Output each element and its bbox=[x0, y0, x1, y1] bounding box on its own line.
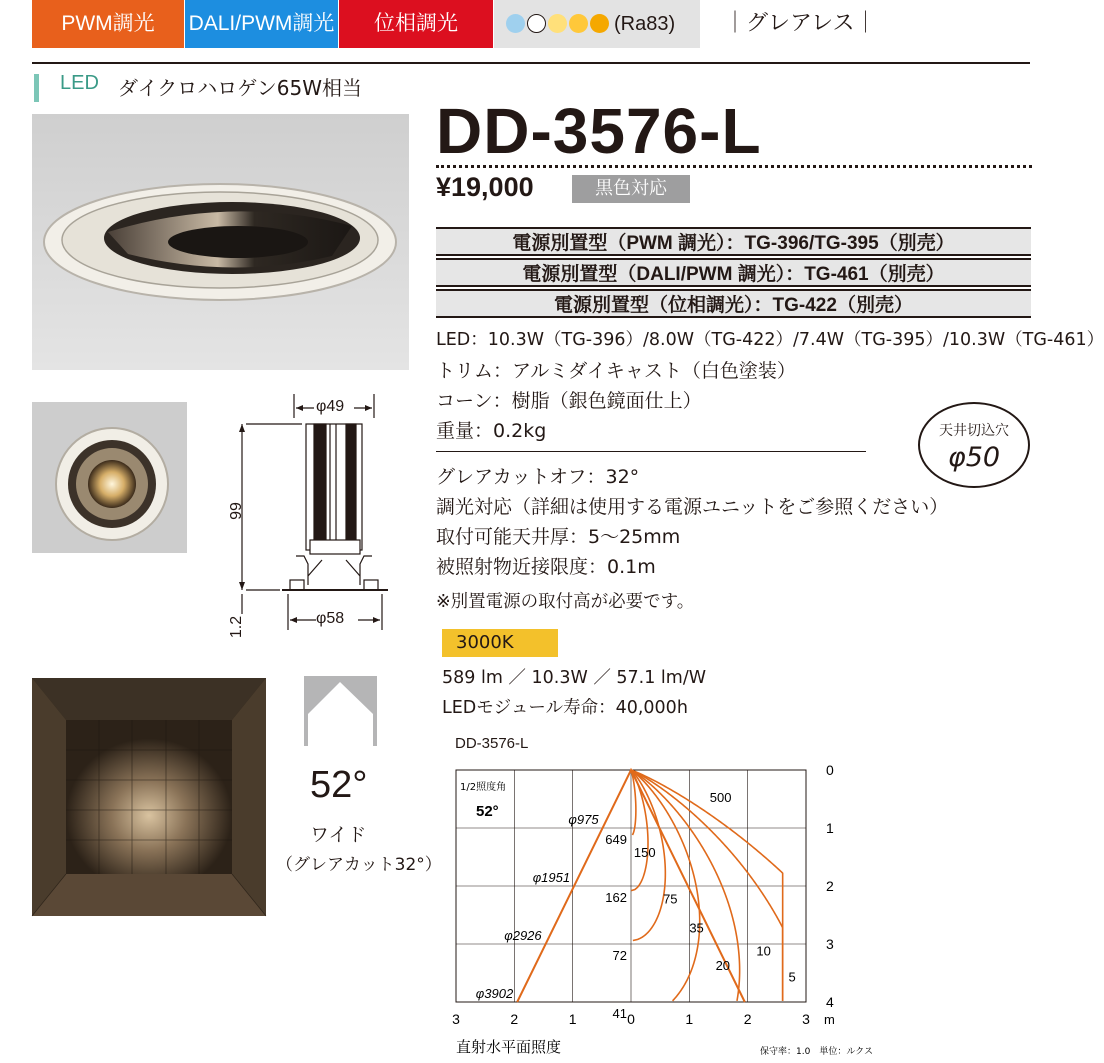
model-number: DD-3576-L bbox=[436, 95, 762, 167]
half-angle-value: 52° bbox=[476, 803, 499, 820]
price: ¥19,000 bbox=[436, 172, 534, 202]
spec-note: ※別置電源の取付高が必要です。 bbox=[436, 592, 695, 612]
beam-angle-icon bbox=[304, 676, 377, 746]
ra-label: (Ra83) bbox=[614, 13, 676, 35]
diameter-label: φ1951 bbox=[532, 870, 571, 885]
center-illuminance-label: 72 bbox=[612, 948, 627, 963]
y-tick-label: 3 bbox=[826, 936, 834, 952]
dim-bottom-diameter: φ58 bbox=[316, 610, 345, 627]
cutout-title: 天井切込穴 bbox=[939, 423, 1009, 439]
psu-pwm: 電源別置型（PWM 調光）：TG-396/TG-395（別売） bbox=[436, 227, 1031, 256]
led-label: LED bbox=[60, 72, 99, 94]
spec-proximity: 被照射物近接限度：0.1m bbox=[436, 556, 656, 578]
center-illuminance-label: 649 bbox=[605, 832, 627, 847]
beam-glare-cut: （グレアカット32°） bbox=[276, 855, 442, 875]
x-axis-label: 直射水平面照度 bbox=[456, 1038, 562, 1056]
spec-dimming: 調光対応（詳細は使用する電源ユニットをご参照ください） bbox=[436, 496, 949, 518]
beam-angle-value: 52° bbox=[310, 764, 368, 806]
color-temperature-badge: 3000K bbox=[442, 629, 558, 657]
chart-footnote: 保守率：1.0 単位：ルクス bbox=[760, 1047, 874, 1057]
y-tick-label: 2 bbox=[826, 878, 834, 894]
x-tick-label: 2 bbox=[510, 1011, 519, 1027]
x-tick-label: 1 bbox=[568, 1011, 577, 1027]
efficiency: 589 lm ／ 10.3W ／ 57.1 lm/W bbox=[442, 668, 707, 688]
color-dot-icon bbox=[590, 14, 609, 33]
model-rule bbox=[436, 165, 1032, 168]
psu-dali-pwm: 電源別置型（DALI/PWM 調光）：TG-461（別売） bbox=[436, 258, 1031, 287]
contour-label: 75 bbox=[663, 891, 678, 907]
black-color-tag: 黒色対応 bbox=[572, 175, 690, 203]
contour-label: 500 bbox=[709, 789, 732, 805]
dim-flange: 1.2 bbox=[228, 615, 246, 639]
center-illuminance-label: 162 bbox=[605, 890, 627, 905]
psu-phase: 電源別置型（位相調光）：TG-422（別売） bbox=[436, 289, 1031, 318]
header-rule bbox=[32, 62, 1030, 64]
dim-top-diameter: φ49 bbox=[316, 398, 345, 415]
led-equivalent: ダイクロハロゲン65W相当 bbox=[118, 76, 363, 100]
spec-cone: コーン：樹脂（銀色鏡面仕上） bbox=[436, 390, 702, 412]
x-tick-label: 3 bbox=[452, 1011, 460, 1027]
color-dot-icon bbox=[506, 14, 525, 33]
cutout-value: φ50 bbox=[947, 442, 1001, 473]
module-lifetime: LEDモジュール寿命：40,000h bbox=[442, 698, 688, 718]
spec-trim: トリム：アルミダイキャスト（白色塗装） bbox=[436, 360, 796, 382]
y-tick-label: 0 bbox=[826, 762, 834, 778]
product-front-photo bbox=[32, 402, 187, 553]
y-tick-label: 4 bbox=[826, 994, 834, 1010]
center-illuminance-label: 41 bbox=[612, 1006, 627, 1021]
diameter-label: φ2926 bbox=[504, 928, 542, 943]
contour-label: 35 bbox=[689, 920, 704, 936]
contour-label: 150 bbox=[633, 845, 656, 860]
contour-label: 20 bbox=[715, 958, 731, 974]
glareless-label: ｜グレアレス｜ bbox=[724, 11, 877, 36]
color-dot-icon bbox=[548, 14, 567, 33]
led-accent-bar bbox=[34, 74, 39, 102]
spec-led-power: LED：10.3W（TG-396）/8.0W（TG-422）/7.4W（TG-395）/10.3W（TG-461） bbox=[436, 330, 1104, 350]
contour-label: 10 bbox=[756, 943, 771, 959]
room-illumination-image bbox=[32, 678, 266, 916]
x-unit-label: m bbox=[824, 1012, 835, 1027]
spec-ceiling-thickness: 取付可能天井厚：5〜25mm bbox=[436, 526, 681, 548]
product-photo bbox=[32, 114, 409, 370]
badge-phase: 位相調光 bbox=[339, 0, 493, 48]
diameter-label: φ3902 bbox=[475, 986, 514, 1001]
half-angle-label: 1/2照度角 bbox=[460, 782, 507, 793]
beam-type: ワイド bbox=[310, 824, 367, 846]
x-tick-label: 0 bbox=[627, 1011, 635, 1027]
x-tick-label: 3 bbox=[802, 1011, 810, 1027]
diameter-label: φ975 bbox=[568, 812, 599, 827]
x-tick-label: 1 bbox=[685, 1011, 694, 1027]
color-dot-icon bbox=[527, 14, 546, 33]
spec-glare-cutoff: グレアカットオフ：32° bbox=[436, 466, 640, 488]
contour-label: 5 bbox=[788, 969, 796, 985]
cutout-circle bbox=[918, 402, 1030, 488]
badge-dali-pwm: DALI/PWM調光 bbox=[185, 0, 338, 48]
spec-rule bbox=[436, 451, 866, 452]
y-tick-label: 1 bbox=[826, 820, 834, 836]
spec-weight: 重量：0.2kg bbox=[436, 420, 547, 442]
badge-pwm: PWM調光 bbox=[32, 0, 184, 48]
illuminance-chart bbox=[436, 732, 874, 1062]
x-tick-label: 2 bbox=[743, 1011, 752, 1027]
dim-height: 99 bbox=[227, 502, 245, 520]
chart-title: DD-3576-L bbox=[455, 735, 529, 752]
color-dot-icon bbox=[569, 14, 588, 33]
